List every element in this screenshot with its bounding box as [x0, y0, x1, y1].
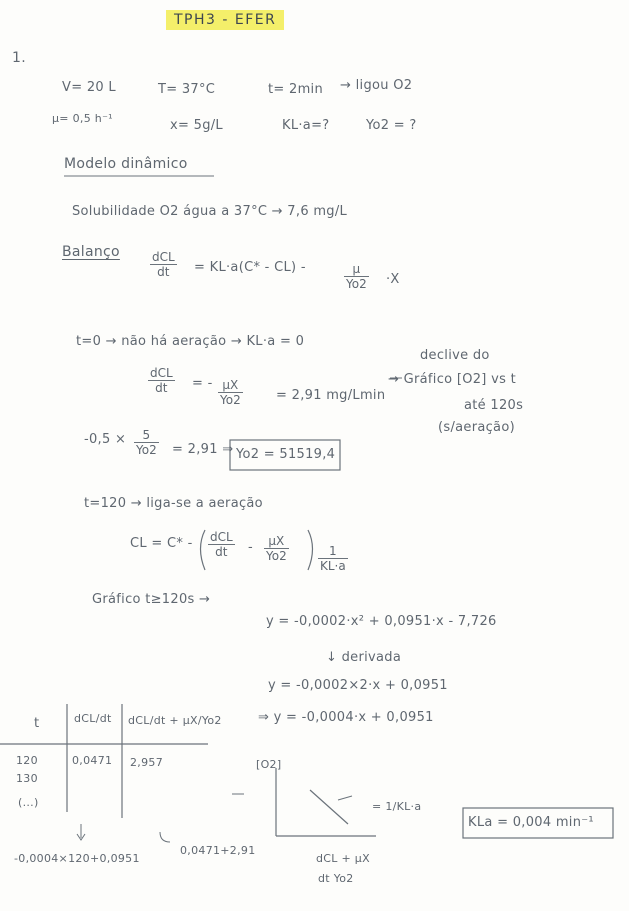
derivada-note: ↓ derivada	[326, 650, 402, 665]
plot-line	[310, 790, 348, 824]
cl-formula-minus: -	[248, 540, 253, 555]
balance-mu-fraction	[344, 262, 369, 291]
graph-label: Gráfico t≥120s →	[92, 592, 211, 607]
t120-line: t=120 → liga-se a aeração	[84, 496, 263, 511]
balance-mu-den: Yo2	[346, 277, 367, 291]
plot-x-label-num: dCL + μX	[316, 852, 370, 865]
cl-formula-c-fraction	[318, 544, 348, 573]
given-o2-note: → ligou O2	[340, 78, 413, 93]
given-volume: V= 20 L	[62, 80, 116, 95]
eq1-mid: = -	[192, 376, 213, 391]
given-time: t= 2min	[268, 82, 324, 97]
table-cell-ellipsis: (...)	[18, 796, 39, 809]
eq1-num: dCL	[150, 366, 173, 380]
cl-c-num: 1	[318, 544, 348, 559]
solubility-line: Solubilidade O2 água a 37°C → 7,6 mg/L	[72, 204, 348, 219]
cl-formula-a-fraction	[208, 530, 235, 559]
page-title: TPH3 - EFER	[166, 10, 284, 30]
cl-formula-lhs: CL = C* -	[130, 536, 193, 551]
balance-lhs-fraction	[150, 250, 177, 279]
section-title: Modelo dinâmico	[64, 156, 188, 172]
eq2-num: 5	[134, 428, 159, 443]
given-kla-unknown: KL·a=?	[282, 118, 330, 133]
eq2-den: Yo2	[136, 443, 157, 457]
exercise-number: 1.	[12, 50, 26, 66]
table-header-t: t	[34, 716, 40, 731]
cl-c-den: KL·a	[320, 559, 346, 573]
eq1-den: dt	[155, 381, 168, 395]
eq1-result: = 2,91 mg/Lmin	[276, 388, 386, 403]
slope-note-1: declive do	[420, 348, 490, 363]
eq1-lhs-fraction	[148, 366, 175, 395]
eq2-result: = 2,91 ⇒	[172, 442, 234, 457]
cl-b-num: μX	[264, 534, 289, 549]
plot-y-label: [O2]	[256, 758, 282, 771]
derivative-2: ⇒ y = -0,0004·x + 0,0951	[258, 710, 434, 725]
table-header-sum: dCL/dt + μX/Yo2	[128, 714, 222, 727]
balance-lhs-num: dCL	[152, 250, 175, 264]
graph-equation: y = -0,0002·x² + 0,0951·x - 7,726	[266, 614, 497, 629]
slope-note-3: até 120s	[464, 398, 524, 413]
t0-line: t=0 → não há aeração → KL·a = 0	[76, 334, 305, 349]
given-temperature: T= 37°C	[158, 82, 216, 97]
table-header-dcl: dCL/dt	[74, 712, 112, 725]
kla-answer: KLa = 0,004 min⁻¹	[468, 815, 594, 830]
table-cell-dcl-120: 0,0471	[72, 754, 113, 767]
calc-dcl: -0,0004×120+0,0951	[14, 852, 140, 865]
table-cell-sum-120: 2,957	[130, 756, 163, 769]
calc-sum: 0,0471+2,91	[180, 844, 256, 857]
cl-a-den: dt	[215, 545, 228, 559]
slope-note-4: (s/aeração)	[438, 420, 515, 435]
table-cell-t-120: 120	[16, 754, 38, 767]
slope-note-2: → Gráfico [O2] vs t	[388, 372, 517, 387]
balance-tail: ·X	[386, 272, 400, 287]
balance-mu-num: μ	[344, 262, 369, 277]
plot-x-label-den: dt Yo2	[318, 872, 354, 885]
balance-rhs: = KL·a(C* - CL) -	[194, 260, 306, 275]
cl-b-den: Yo2	[266, 549, 287, 563]
eq1-mx-fraction	[218, 378, 243, 407]
balance-lhs-den: dt	[157, 265, 170, 279]
yo2-result: Yo2 = 51519,4	[236, 447, 336, 462]
balance-label: Balanço	[62, 244, 120, 260]
table-cell-t-130: 130	[16, 772, 38, 785]
given-yo2-unknown: Yo2 = ?	[366, 118, 417, 133]
eq1-mx-num: μX	[218, 378, 243, 393]
cl-formula-b-fraction	[264, 534, 289, 563]
eq1-mx-den: Yo2	[220, 393, 241, 407]
eq2-fraction	[134, 428, 159, 457]
derivative-1: y = -0,0002×2·x + 0,0951	[268, 678, 448, 693]
eq2-prefix: -0,5 ×	[84, 432, 127, 447]
plot-slope: = 1/KL·a	[372, 800, 422, 813]
given-mu: μ= 0,5 h⁻¹	[52, 112, 113, 125]
cl-a-num: dCL	[210, 530, 233, 544]
given-biomass: x= 5g/L	[170, 118, 223, 133]
